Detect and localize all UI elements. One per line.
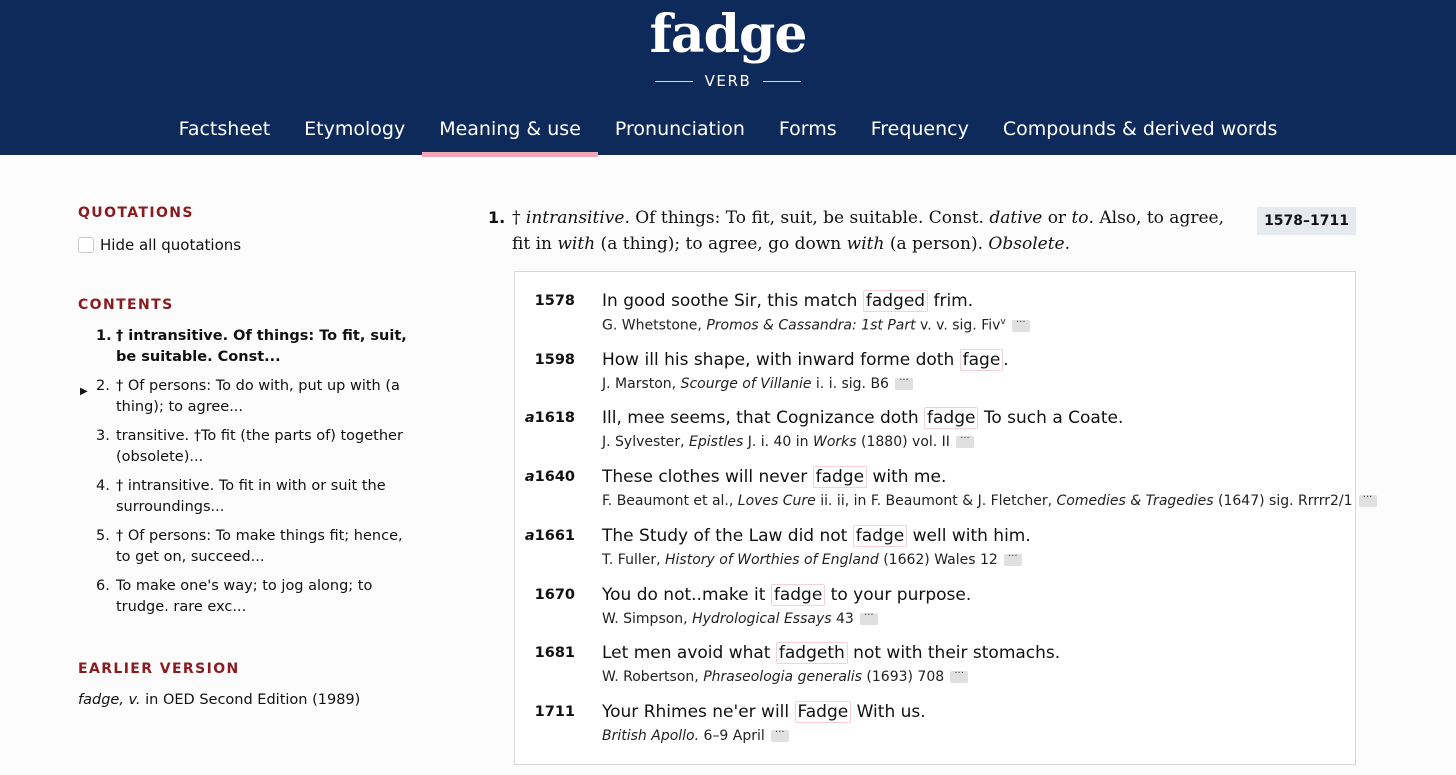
quotation-year bbox=[525, 410, 575, 426]
quotation-keyword: Fadge bbox=[795, 701, 852, 723]
contents-item[interactable] bbox=[78, 376, 418, 418]
quotation-source-fragment: J. Sylvester, bbox=[602, 434, 690, 451]
quotation-year-value: 1640 bbox=[534, 469, 575, 486]
tab-compounds-derived-words[interactable]: Compounds & derived words bbox=[1002, 118, 1278, 140]
quotation-text-after: With us. bbox=[851, 701, 926, 722]
quotation-year-value: 1578 bbox=[534, 293, 575, 309]
quotation-year-prefix: a bbox=[524, 527, 535, 544]
quotation-source-fragment: (1693) 708 bbox=[861, 669, 945, 686]
quotation-year bbox=[535, 587, 575, 603]
quotations-heading: QUOTATIONS bbox=[78, 205, 194, 221]
quotation-text bbox=[602, 526, 1031, 546]
definition-fragment: (a person). bbox=[884, 234, 989, 254]
contents-heading: CONTENTS bbox=[78, 297, 174, 313]
quotation-year-prefix: a bbox=[524, 410, 535, 427]
quotation-source-fragment: W. Simpson, bbox=[602, 610, 693, 627]
expand-triangle-icon[interactable]: ▶ bbox=[80, 386, 88, 397]
part-of-speech-row bbox=[0, 72, 1456, 90]
quotation-source-fragment: v. v. sig. Fiv bbox=[915, 317, 1001, 334]
more-options-button[interactable]: ··· bbox=[1004, 554, 1022, 566]
divider-left bbox=[655, 81, 693, 82]
quotation-text bbox=[602, 408, 1123, 428]
tab-factsheet[interactable]: Factsheet bbox=[178, 118, 271, 140]
contents-item[interactable] bbox=[78, 426, 418, 468]
quotation-keyword: fadge bbox=[853, 525, 907, 547]
quotation-year-prefix: a bbox=[524, 469, 535, 486]
quotation-year bbox=[535, 352, 575, 368]
quotation-source-fragment: (1662) Wales 12 bbox=[878, 551, 998, 568]
quotation-source-fragment: J. i. 40 in bbox=[743, 434, 813, 451]
quotation-row bbox=[515, 448, 1373, 510]
sense-definition bbox=[512, 205, 1242, 257]
tab-etymology[interactable]: Etymology bbox=[304, 118, 406, 140]
definition-fragment: . Also, to agree, fit in bbox=[512, 208, 1224, 254]
quotation-keyword: fadge bbox=[813, 466, 867, 488]
contents-item-text: † intransitive. Of things: To fit, suit, be suitable. Const... bbox=[116, 328, 407, 365]
contents-item[interactable] bbox=[78, 576, 418, 618]
quotation-text-after: frim. bbox=[928, 291, 974, 311]
quotation-text-before: In good soothe Sir, this match bbox=[602, 291, 863, 311]
quotation-text-before: How ill his shape, with inward forme doth bbox=[602, 349, 960, 370]
hide-quotations-label: Hide all quotations bbox=[100, 236, 242, 254]
quotation-row bbox=[515, 272, 1355, 334]
quotation-source-fragment: F. Beaumont et al., bbox=[602, 493, 738, 510]
contents-item-text: transitive. †To fit (the parts of) together (obsolete)... bbox=[116, 428, 403, 465]
definition-fragment: to bbox=[1071, 208, 1089, 228]
quotation-year bbox=[535, 293, 575, 309]
quotation-row bbox=[515, 624, 1355, 686]
quotation-text bbox=[602, 467, 946, 487]
quotation-source-fragment: T. Fuller, bbox=[602, 551, 665, 568]
quotation-text bbox=[602, 350, 1009, 370]
tab-pronunciation[interactable]: Pronunciation bbox=[614, 118, 745, 140]
quotation-year-value: 1598 bbox=[534, 351, 575, 368]
quotation-row bbox=[515, 331, 1355, 392]
tab-meaning-use[interactable]: Meaning & use bbox=[422, 110, 598, 154]
quotation-source-fragment: Promos & Cassandra: 1st Part bbox=[706, 317, 916, 334]
entry-nav-tabs bbox=[0, 110, 1456, 154]
quotation-row bbox=[515, 683, 1355, 744]
contents-item-number: 6. bbox=[96, 578, 110, 594]
quotation-source-fragment: (1647) sig. Rrrrr2/1 bbox=[1213, 493, 1353, 510]
definition-fragment: (a thing); to agree, go down bbox=[595, 234, 847, 254]
more-options-button[interactable]: ··· bbox=[895, 378, 913, 390]
quotation-source-fragment: Scourge of Villanie bbox=[680, 375, 812, 392]
quotation-year-value: 1670 bbox=[534, 586, 575, 603]
quotation-source-fragment: G. Whetstone, bbox=[602, 317, 707, 334]
quotation-text bbox=[602, 643, 1060, 663]
quotation-source-fragment: v bbox=[1000, 317, 1006, 327]
earlier-version-heading: EARLIER VERSION bbox=[78, 661, 240, 677]
contents-item[interactable] bbox=[78, 526, 418, 568]
quotation-text-before: Your Rhimes ne'er will bbox=[602, 701, 795, 722]
definition-fragment: intransitive bbox=[525, 208, 625, 228]
more-options-button[interactable]: ··· bbox=[1359, 495, 1377, 507]
more-options-button[interactable]: ··· bbox=[956, 436, 974, 448]
quotation-source-fragment: (1880) vol. II bbox=[856, 434, 950, 451]
definition-fragment: with bbox=[846, 234, 885, 254]
entry-header bbox=[0, 0, 1456, 155]
contents-item[interactable] bbox=[78, 326, 418, 368]
quotation-source-fragment: Works bbox=[813, 434, 857, 451]
contents-item-number: 5. bbox=[96, 528, 110, 544]
quotation-keyword: fage bbox=[960, 349, 1004, 371]
headword: fadge bbox=[649, 4, 807, 65]
quotation-year bbox=[525, 528, 575, 544]
quotation-text bbox=[602, 291, 973, 311]
more-options-button[interactable]: ··· bbox=[950, 671, 968, 683]
quotation-text-after: . bbox=[1003, 349, 1009, 370]
quotation-keyword: fadge bbox=[924, 407, 978, 429]
quotation-source-fragment: i. i. sig. B6 bbox=[811, 375, 889, 392]
contents-item-text: † intransitive. To fit in with or suit the surroundings... bbox=[116, 478, 386, 515]
quotation-text-after: to your purpose. bbox=[825, 584, 972, 605]
tab-frequency[interactable]: Frequency bbox=[870, 118, 969, 140]
sense-number: 1. bbox=[488, 208, 506, 227]
sense-date-range[interactable]: 1578–1711 bbox=[1257, 207, 1356, 235]
definition-fragment: Obsolete bbox=[988, 234, 1065, 254]
quotation-text-after: To such a Coate. bbox=[978, 408, 1124, 429]
definition-fragment: with bbox=[557, 234, 596, 254]
quotation-source-fragment: Loves Cure bbox=[737, 493, 816, 510]
quotation-text-before: The Study of the Law did not bbox=[602, 525, 853, 546]
quotation-source-fragment: ii. ii, in F. Beaumont & J. Fletcher, bbox=[815, 493, 1057, 510]
contents-item-text: To make one's way; to jog along; to trudge. rare exc... bbox=[116, 578, 373, 615]
contents-item-text: † Of persons: To make things fit; hence, to get on, succeed... bbox=[116, 528, 403, 565]
contents-item-number: 3. bbox=[96, 428, 110, 444]
quotation-text-after: not with their stomachs. bbox=[847, 643, 1061, 664]
quotation-source-fragment: W. Robertson, bbox=[602, 669, 704, 686]
quotation-text-before: Ill, mee seems, that Cognizance doth bbox=[602, 408, 924, 429]
quotation-text-after: with me. bbox=[867, 467, 947, 488]
contents-item-number: 4. bbox=[96, 478, 110, 494]
quotation-list bbox=[514, 271, 1373, 765]
quotation-keyword: fadgeth bbox=[776, 642, 848, 664]
quotation-text-before: Let men avoid what bbox=[602, 643, 776, 664]
quotation-keyword: fadge bbox=[771, 584, 825, 606]
quotation-year-value: 1618 bbox=[534, 410, 575, 427]
definition-fragment: . bbox=[1064, 234, 1070, 254]
definition-fragment: † bbox=[512, 208, 526, 228]
quotation-source-fragment: British Apollo. bbox=[602, 727, 700, 744]
quotation-year-value: 1711 bbox=[534, 703, 575, 720]
earlier-version-word: fadge, v. bbox=[78, 692, 141, 708]
hide-quotations-checkbox[interactable] bbox=[78, 237, 94, 253]
quotation-row bbox=[515, 507, 1355, 568]
quotation-keyword: fadged bbox=[863, 290, 928, 312]
part-of-speech: VERB bbox=[704, 72, 752, 90]
quotation-text-before: You do not..make it bbox=[602, 584, 771, 605]
quotation-source-fragment: 43 bbox=[831, 610, 854, 627]
contents-list bbox=[78, 326, 438, 618]
quotation-year-value: 1661 bbox=[534, 527, 575, 544]
quotation-text bbox=[602, 585, 971, 605]
contents-item-number: 1. bbox=[96, 328, 112, 344]
quotation-source-fragment: History of Worthies of England bbox=[665, 551, 879, 568]
definition-fragment: or bbox=[1042, 208, 1072, 228]
quotation-source bbox=[602, 728, 789, 744]
quotation-source-fragment: Comedies & Tragedies bbox=[1056, 493, 1214, 510]
quotation-year-value: 1681 bbox=[534, 645, 575, 662]
more-options-button[interactable]: ··· bbox=[1012, 320, 1030, 332]
quotation-row bbox=[515, 389, 1355, 451]
contents-item-text: † Of persons: To do with, put up with (a thing); to agree... bbox=[116, 378, 400, 415]
quotation-text bbox=[602, 702, 926, 722]
definition-fragment: dative bbox=[989, 208, 1043, 228]
sidebar bbox=[78, 205, 438, 708]
quotation-year bbox=[525, 469, 575, 485]
quotation-source-fragment: Hydrological Essays bbox=[692, 610, 832, 627]
tab-forms[interactable]: Forms bbox=[778, 118, 837, 140]
quotation-text-before: These clothes will never bbox=[602, 467, 813, 488]
earlier-version-text: in OED Second Edition (1989) bbox=[140, 692, 361, 708]
quotation-year bbox=[535, 704, 575, 720]
definition-fragment: . Of things: To fit, suit, be suitable. Const. bbox=[624, 208, 990, 228]
divider-right bbox=[763, 81, 801, 82]
quotation-row bbox=[515, 566, 1355, 627]
earlier-version-link[interactable] bbox=[78, 692, 438, 708]
more-options-button[interactable]: ··· bbox=[771, 730, 789, 742]
quotation-source-fragment: Epistles bbox=[689, 434, 744, 451]
hide-quotations-toggle[interactable] bbox=[78, 236, 438, 254]
quotation-source-fragment: Phraseologia generalis bbox=[703, 669, 862, 686]
quotation-text-after: well with him. bbox=[907, 525, 1031, 546]
quotation-year bbox=[535, 645, 575, 661]
contents-item-number: 2. bbox=[96, 378, 110, 394]
quotation-source-fragment: J. Marston, bbox=[602, 375, 681, 392]
contents-item[interactable] bbox=[78, 476, 418, 518]
more-options-button[interactable]: ··· bbox=[860, 613, 878, 625]
quotation-source-fragment: 6–9 April bbox=[699, 727, 765, 744]
